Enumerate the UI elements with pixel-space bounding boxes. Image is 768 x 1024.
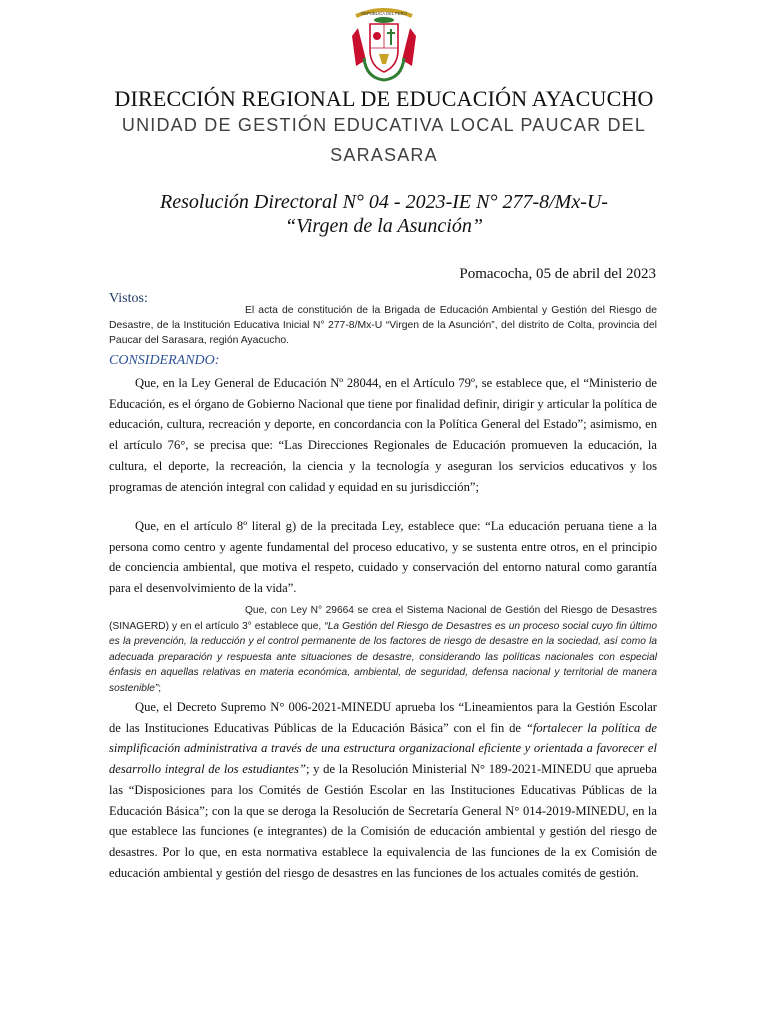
institution-title: DIRECCIÓN REGIONAL DE EDUCACIÓN AYACUCHO	[114, 86, 654, 111]
resolution-title	[60, 190, 708, 238]
considerando-heading: CONSIDERANDO:	[109, 353, 220, 368]
resolution-line-1: Resolución Directoral N° 04 - 2023-IE N° 277-8/Mx-U-	[160, 191, 608, 213]
vistos-text: El acta de constitución de la Brigada de Educación Ambiental y Gestión del Riesgo de Desastre, de la Institución Educativa Inicial N° 277-8/Mx-U “Virgen de la Asunción”, del distrito de Colta, provincia del Paucar del Sarasara, región Ayacucho.	[109, 305, 657, 346]
seal-caption: REPÚBLICA DEL PERÚ	[361, 11, 407, 16]
p4-text-b: ; y de la Resolución Ministerial N° 189-2021-MINEDU que aprueba las “Disposiciones para los Comités de Gestión Escolar en las Instituciones Educativas Públicas de la Educación Básica”; con la que se deroga la Resolución de Secretaría General N° 014-2019-MINEDU, en la que establece las funciones (e integrantes) de la Comisión de educación ambiental y gestión del riesgo de desastres. Por lo que, en esta normativa establece la equivalencia de las funciones de la ex Comisión de educación ambiental y gestión del riesgo de desastres en las funciones de los actuales comités de gestión.	[109, 762, 657, 880]
paragraph-ley-28044: Que, en la Ley General de Educación Nº 28044, en el Artículo 79º, se establece que, el “Ministerio de Educación, es el órgano de Gobierno Nacional que tiene por finalidad definir, dirigir y articular la política de educación, cultura, recreación y deporte, en concordancia con la Política General del Estado”; asimismo, en el artículo 76°, se precisa que: “Las Direcciones Regionales de Educación promueven la educación, la cultura, el deporte, la recreación, la ciencia y la tecnología y aseguran los servicios educativos y los programas de atención integral con calidad y equidad en su jurisdicción”;	[109, 376, 657, 494]
unit-title: UNIDAD DE GESTIÓN EDUCATIVA LOCAL PAUCAR DEL SARASARA	[121, 115, 647, 165]
p4-quote: “fortalecer la política de simplificación administrativa a través de una estructura organizacional eficiente y orientada a favorecer el desarrollo integral de los estudiantes”	[109, 720, 657, 777]
p3-plain-text: Que, con Ley N° 29664 se crea el Sistema Nacional de Gestión del Riesgo de Desastres (SINAGERD) y en el artículo 3° establece que,	[109, 605, 657, 632]
paragraph-decreto-supremo	[109, 697, 657, 883]
paragraph-ley-29664	[109, 603, 657, 697]
paragraph-articulo-8: Que, en el artículo 8º literal g) de la precitada Ley, establece que: “La educación peruana tiene a la persona como centro y agente fundamental del proceso educativo, y se sustenta entre otros, en el principio de conciencia ambiental, que motiva el respeto, cuidado y conservación del entorno natural como garantía para el desenvolvimiento de la vida”.	[109, 519, 657, 596]
p3-end: ;	[158, 682, 162, 694]
vistos-label: Vistos:	[109, 291, 148, 306]
coat-of-arms-logo	[348, 6, 420, 84]
p4-text-a: Que, el Decreto Supremo N° 006-2021-MINEDU aprueba los “Lineamientos para la Gestión Escolar de las Instituciones Educativas Públicas de la Educación Básica” con el fin de	[109, 700, 657, 735]
document-date: Pomacocha, 05 de abril del 2023	[459, 266, 656, 282]
resolution-line-2: “Virgen de la Asunción”	[285, 215, 483, 237]
p3-quote: “La Gestión del Riesgo de Desastres es un proceso social cuyo fin último es la prevención, la reducción y el control permanente de los factores de riesgo de desastre en la sociedad, así como la adecuada preparación y respuesta ante situaciones de desastre, considerando las políticas nacionales con especial énfasis en aquellas relativas en materia económica, ambiental, de seguridad, defensa nacional y territorial de manera sostenible”	[109, 620, 657, 694]
